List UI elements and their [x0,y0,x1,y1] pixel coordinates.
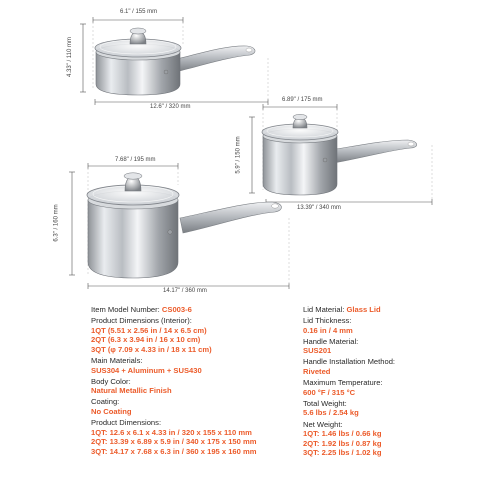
spec-dims-2qt: 2QT: 13.39 x 6.89 x 5.9 in / 340 x 175 x 150 mm [91,437,257,447]
spec-handle-install-label: Handle Installation Method: [303,357,396,367]
dim-3qt-width: 7.68" / 195 mm [115,157,156,163]
saucepan-1qt [80,17,268,105]
spec-dims-interior-1qt: 1QT (5.51 x 2.56 in / 14 x 6.5 cm) [91,325,207,335]
spec-handle-material-label: Handle Material: [303,336,359,346]
dim-3qt-length: 14.17" / 360 mm [163,288,207,294]
spec-lid-thickness-value: 0.16 in / 4 mm [303,325,353,335]
spec-dims-interior-2qt: 2QT (6.3 x 3.94 in / 16 x 10 cm) [91,335,201,345]
spec-net-weight-1qt: 1QT: 1.46 lbs / 0.66 kg [303,429,382,439]
dim-2qt-width: 6.89" / 175 mm [282,97,323,103]
spec-lid-material: Lid Material: Glass Lid [303,305,381,314]
spec-body-color-value: Natural Metallic Finish [91,386,172,396]
spec-dims-3qt: 3QT: 14.17 x 7.68 x 6.3 in / 360 x 195 x 160 mm [91,446,257,456]
specs-right-column [303,305,493,458]
spec-coating-label: Coating: [91,397,120,407]
spec-handle-material-value: SUS201 [303,346,332,356]
spec-total-weight-label: Total Weight: [303,398,347,408]
specifications-section [0,300,500,500]
dim-1qt-height: 4.33" / 110 mm [67,36,74,78]
spec-main-materials-value: SUS304 + Aluminum + SUS430 [91,365,202,375]
spec-handle-install-value: Riveted [303,367,331,377]
spec-item-model: Item Model Number: CS003-6 [91,305,192,314]
dim-1qt-width: 6.1" / 155 mm [120,9,158,15]
spec-net-weight-label: Net Weight: [303,419,343,429]
saucepan-2qt [249,104,432,205]
dim-2qt-height: 5.9" / 150 mm [235,136,242,174]
spec-lid-thickness-label: Lid Thickness: [303,316,352,326]
spec-coating-value: No Coating [91,406,132,416]
spec-dims-interior-3qt: 3QT (φ 7.09 x 4.33 in / 18 x 11 cm) [91,344,212,354]
spec-total-weight-value: 5.6 lbs / 2.54 kg [303,408,359,418]
spec-body-color-label: Body Color: [91,376,131,386]
spec-net-weight-3qt: 3QT: 2.25 lbs / 1.02 kg [303,448,382,458]
spec-max-temp-label: Maximum Temperature: [303,378,383,388]
spec-net-weight-2qt: 2QT: 1.92 lbs / 0.87 kg [303,438,382,448]
dim-2qt-length: 13.39" / 340 mm [297,205,341,211]
specs-left-column [91,305,296,456]
spec-max-temp-value: 600 °F / 315 °C [303,387,356,397]
dim-3qt-height: 6.3" / 160 mm [53,204,60,242]
spec-dims-label: Product Dimensions: [91,418,162,428]
spec-dims-interior-label: Product Dimensions (Interior): [91,316,192,326]
spec-dims-1qt: 1QT: 12.6 x 6.1 x 4.33 in / 320 x 155 x 110 mm [91,427,252,437]
saucepan-3qt [69,163,289,289]
spec-main-materials-label: Main Materials: [91,355,143,365]
dim-1qt-length: 12.6" / 320 mm [150,104,191,110]
